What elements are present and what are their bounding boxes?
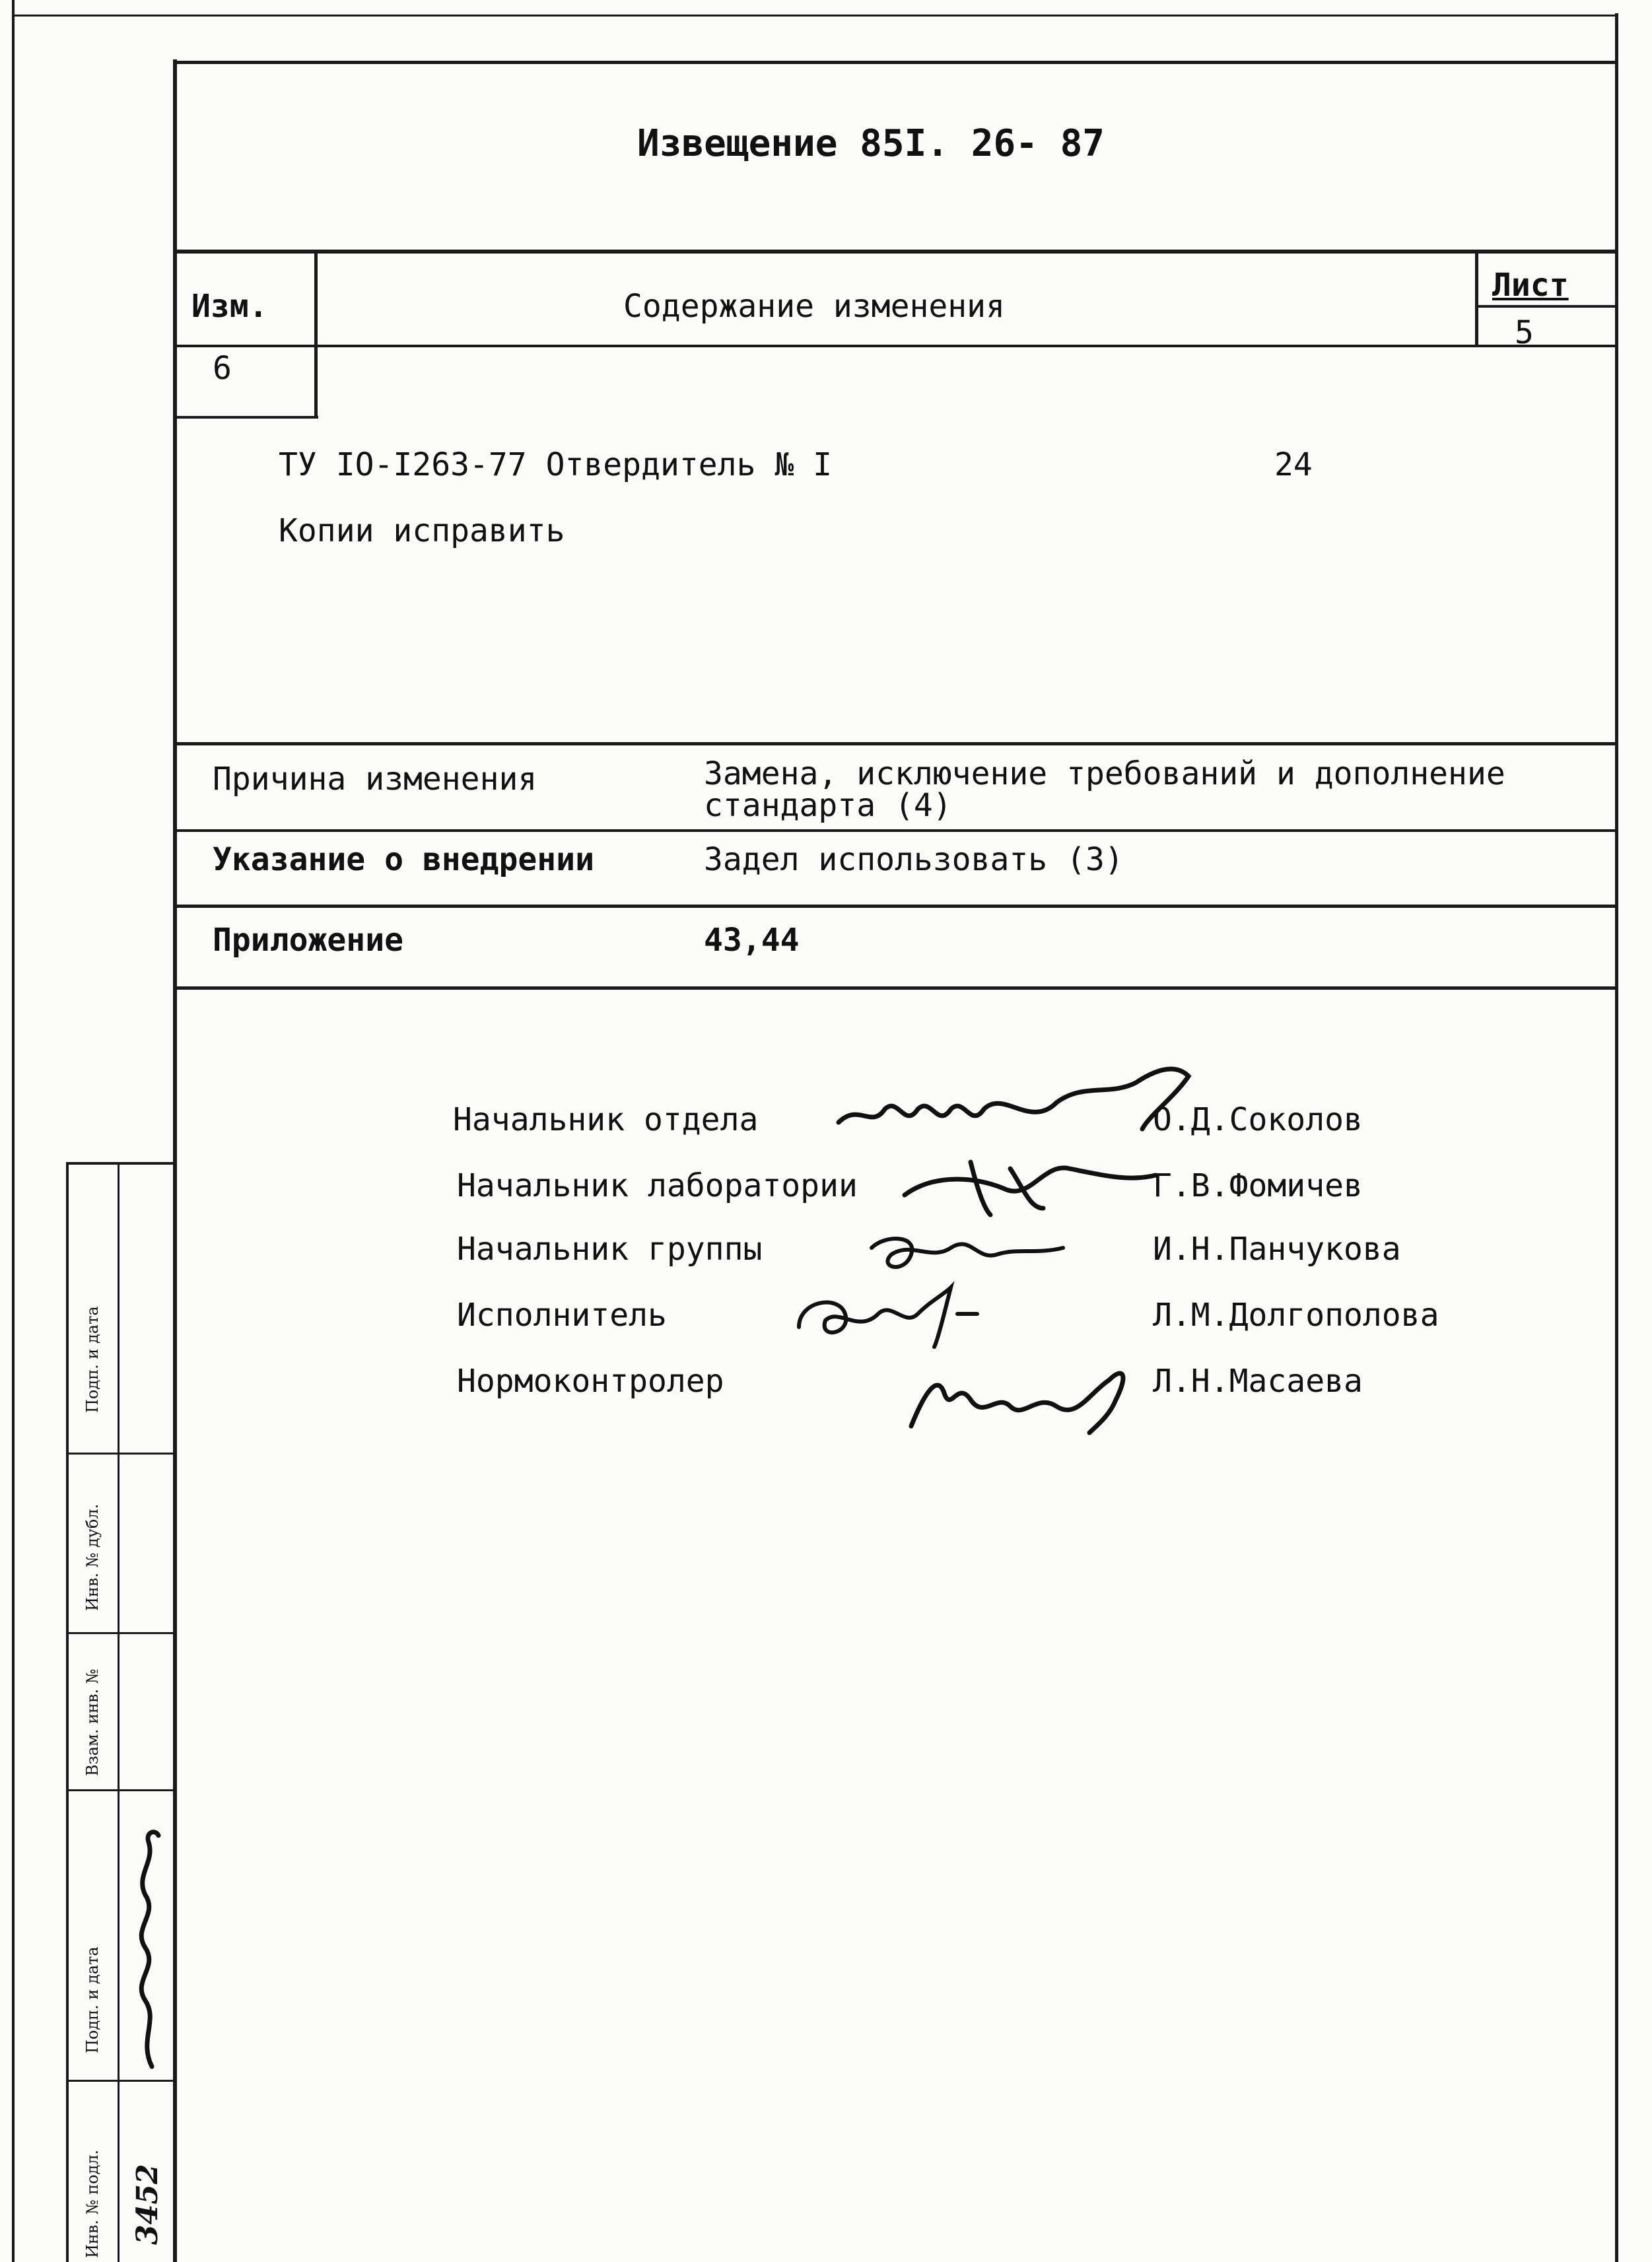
izm-label: Изм. [191, 288, 268, 325]
reason-value-1: Замена, исключение требований и дополнение [704, 755, 1505, 792]
signature-role-3: Начальник группы [457, 1231, 763, 1268]
reason-label: Причина изменения [213, 761, 537, 798]
stamp-label-sign-date-top: Подп. и дата [83, 1306, 102, 1413]
stamp-label-sign-date-bottom: Подп. и дата [83, 1946, 102, 2053]
stamp-sep-4 [66, 2080, 176, 2082]
signature-drawing-3 [858, 1221, 1076, 1281]
stamp-sep-2 [66, 1632, 176, 1634]
stamp-label-repl-inv: Взам. инв. № [83, 1668, 102, 1776]
stamp-right-line [173, 1162, 176, 2262]
body-line-1-value: 24 [1274, 446, 1313, 483]
signature-role-2: Начальник лаборатории [457, 1167, 858, 1204]
sheet-value: 5 [1515, 314, 1534, 351]
sheet-cell-mid-line [1475, 305, 1615, 308]
reason-value-2: стандарта (4) [704, 787, 952, 824]
stamp-label-dup-inv: Инв. № дубл. [83, 1503, 102, 1611]
table-top-line [173, 250, 1615, 254]
signature-name-1: О.Д.Соколов [1153, 1101, 1363, 1138]
outer-left-line [12, 0, 15, 2262]
signature-name-2: Г.В.Фомичев [1153, 1167, 1363, 1204]
impl-label: Указание о внедрении [213, 841, 594, 878]
info-line-2 [173, 829, 1615, 832]
signature-name-3: И.Н.Панчукова [1153, 1231, 1401, 1268]
info-bottom-line [173, 986, 1615, 990]
signature-drawing-2 [891, 1149, 1169, 1221]
signature-name-4: Л.М.Долгополова [1153, 1297, 1439, 1334]
attach-label: Приложение [213, 922, 403, 959]
document-title: Извещение 85I. 26- 87 [637, 122, 1105, 165]
content-label: Содержание изменения [623, 288, 1005, 325]
body-line-1: ТУ IO-I263-77 Отвердитель № I [279, 446, 833, 483]
stamp-signature-drawing [125, 1822, 172, 2073]
info-line-3 [173, 905, 1615, 908]
sheet-cell-divider [1475, 250, 1478, 347]
impl-value: Задел использовать (3) [704, 841, 1124, 878]
stamp-inv-number: 3452 [131, 2164, 164, 2245]
signature-role-1: Начальник отдела [453, 1101, 759, 1138]
signature-drawing-1 [832, 1056, 1202, 1142]
signature-drawing-5 [898, 1354, 1142, 1439]
stamp-sep-3 [66, 1789, 176, 1791]
outer-top-line [12, 15, 1616, 17]
body-line-2: Копии исправить [279, 512, 565, 549]
page-top-border [173, 61, 1615, 64]
stamp-label-orig-inv: Инв. № подл. [83, 2149, 102, 2258]
stamp-top-line [66, 1162, 176, 1165]
table-mid-line [173, 345, 1615, 347]
signature-drawing-4 [786, 1281, 997, 1354]
attach-value: 43,44 [704, 922, 800, 959]
izm-cell-bottom-line [173, 416, 318, 419]
signature-role-5: Нормоконтролер [457, 1363, 724, 1400]
signature-name-5: Л.Н.Масаева [1153, 1363, 1363, 1400]
stamp-mid-line [118, 1162, 120, 2262]
sheet-label: Лист [1492, 267, 1569, 304]
page-right-border [1615, 13, 1618, 2262]
stamp-left-line [66, 1162, 69, 2262]
signature-role-4: Исполнитель [457, 1297, 667, 1334]
izm-value: 6 [213, 350, 232, 387]
izm-cell-divider [314, 250, 318, 419]
stamp-sep-1 [66, 1453, 176, 1455]
info-top-line [173, 742, 1615, 745]
